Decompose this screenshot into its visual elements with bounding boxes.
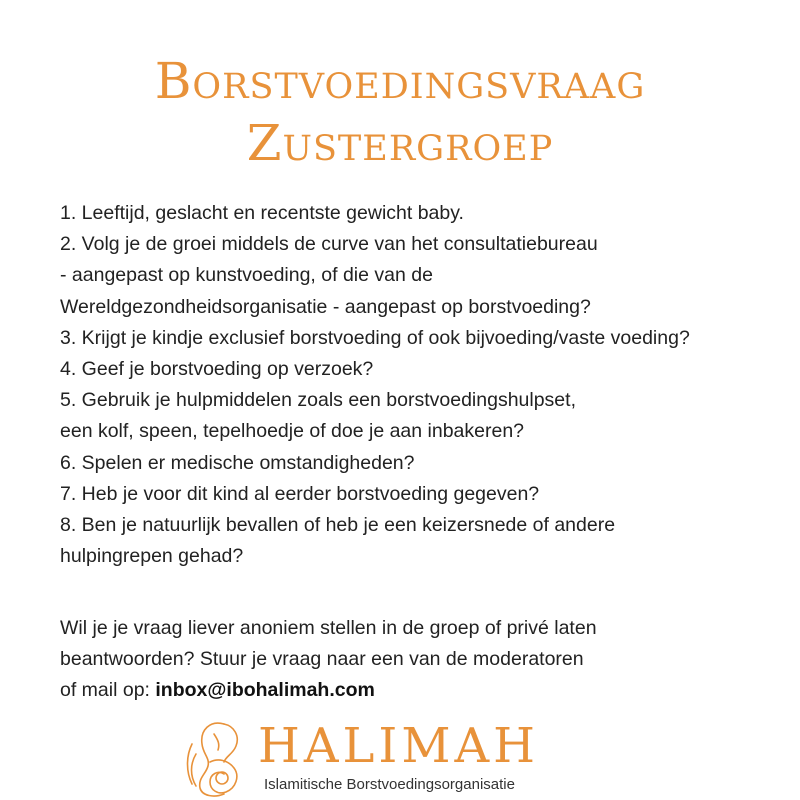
mother-and-child-icon [180,714,260,800]
mail-prefix: of mail op: [60,679,156,702]
question-line: 6. Spelen er medische omstandigheden? [60,451,415,474]
question-line: 3. Krijgt je kindje exclusief borstvoeding of ook bijvoeding/vaste voeding? [60,326,690,349]
contact-line-3 [60,675,780,706]
question-list [60,198,795,572]
question-line: 1. Leeftijd, geslacht en recentste gewicht baby. [60,202,464,224]
contact-line-2: beantwoorden? Stuur je vraag naar een van de moderatoren [60,648,584,671]
question-line: 8. Ben je natuurlijk bevallen of heb je een keizersnede of andere [60,514,616,537]
halimah-logo [180,714,560,800]
contact-paragraph [60,613,780,707]
logo-tagline: Islamitische Borstvoedingsorganisatie [264,776,515,793]
logo-wordmark: HALIMAH [258,718,540,774]
title-line-2: Zustergroep [246,114,554,172]
question-line: Wereldgezondheidsorganisatie - aangepast op borstvoeding? [60,295,591,318]
question-line: 7. Heb je voor dit kind al eerder borstvoeding gegeven? [60,482,540,505]
title-line-1: Borstvoedingsvraag [154,52,646,110]
question-line: 4. Geef je borstvoeding op verzoek? [60,358,374,381]
page-title [0,50,800,174]
question-line: 2. Volg je de groei middels de curve van het consultatiebureau [60,233,598,256]
question-line: 5. Gebruik je hulpmiddelen zoals een borstvoedingshulpset, [60,389,576,412]
contact-line-1: Wil je je vraag liever anoniem stellen in de groep of privé laten [60,617,597,639]
question-line: een kolf, speen, tepelhoedje of doe je aan inbakeren? [60,420,525,443]
question-line: hulpingrepen gehad? [60,545,244,568]
question-line: - aangepast op kunstvoeding, of die van de [60,264,433,287]
email-link[interactable]: inbox@ibohalimah.com [155,679,375,702]
